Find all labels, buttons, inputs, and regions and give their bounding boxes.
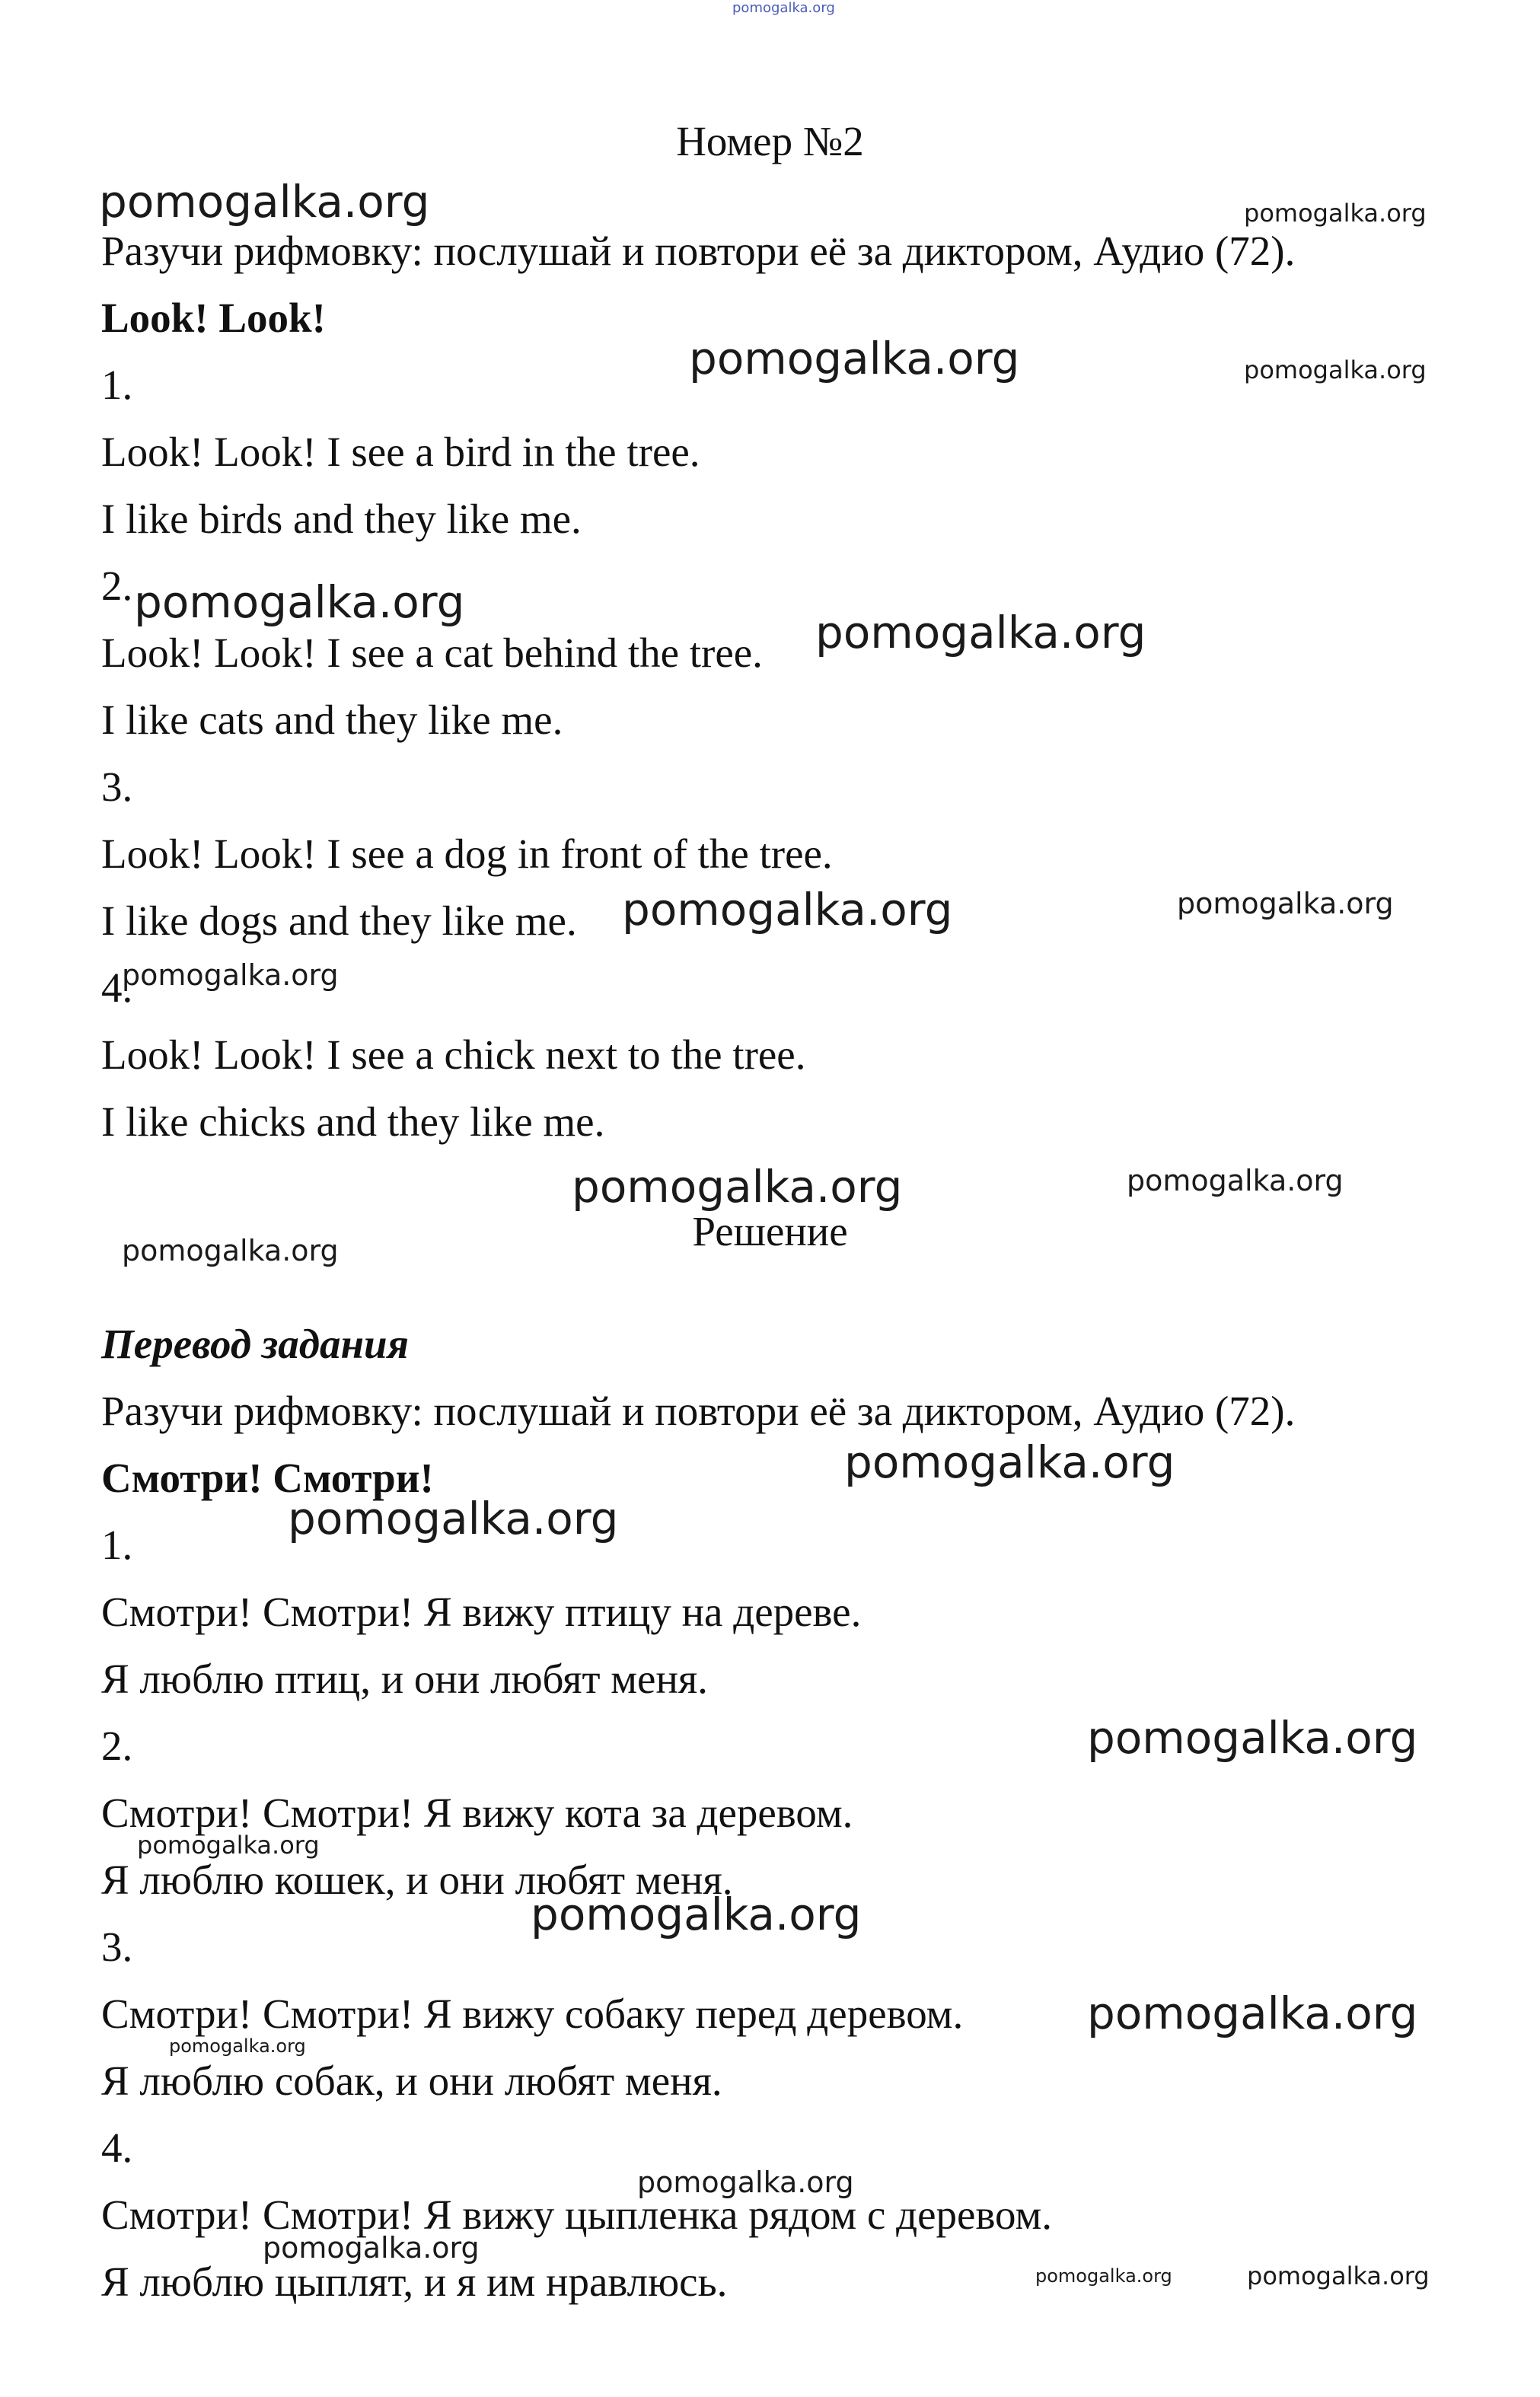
verse-line: Смотри! Смотри! Я вижу цыпленка рядом с деревом. bbox=[101, 2191, 1053, 2238]
verse-line: Смотри! Смотри! Я вижу собаку перед деревом. bbox=[101, 1991, 964, 2037]
verse-number: 2. bbox=[101, 563, 133, 609]
watermark: pomogalka.org bbox=[732, 0, 835, 16]
verse-line: I like birds and they like me. bbox=[101, 496, 582, 542]
watermark: pomogalka.org bbox=[288, 1493, 619, 1544]
verse-number: 2. bbox=[101, 1723, 133, 1769]
translation-instruction: Разучи рифмовку: послушай и повтори её за диктором, Аудио (72). bbox=[101, 1388, 1296, 1434]
verse-number: 1. bbox=[101, 362, 133, 408]
verse-line: Look! Look! I see a chick next to the tree. bbox=[101, 1031, 806, 1078]
verse-number: 4. bbox=[101, 964, 133, 1011]
watermark: pomogalka.org bbox=[844, 1436, 1175, 1488]
verse-line: Look! Look! I see a cat behind the tree. bbox=[101, 630, 763, 676]
watermark: pomogalka.org bbox=[1087, 1712, 1418, 1764]
verse-line: I like dogs and they like me. bbox=[101, 897, 577, 944]
task-instruction: Разучи рифмовку: послушай и повтори её за диктором, Аудио (72). bbox=[101, 228, 1296, 274]
watermark: pomogalka.org bbox=[815, 607, 1146, 658]
watermark: pomogalka.org bbox=[1247, 2262, 1430, 2290]
verse-line: Look! Look! I see a bird in the tree. bbox=[101, 429, 700, 475]
verse-line: Я люблю собак, и они любят меня. bbox=[101, 2058, 722, 2104]
watermark: pomogalka.org bbox=[99, 176, 430, 228]
verse-line: I like chicks and they like me. bbox=[101, 1098, 605, 1145]
verse-line: Смотри! Смотри! Я вижу птицу на дереве. bbox=[101, 1589, 862, 1635]
watermark: pomogalka.org bbox=[622, 884, 953, 936]
translation-heading: Перевод задания bbox=[101, 1321, 409, 1367]
verse-number: 1. bbox=[101, 1522, 133, 1568]
verse-number: 3. bbox=[101, 1924, 133, 1970]
watermark: pomogalka.org bbox=[1087, 1987, 1418, 2039]
watermark: pomogalka.org bbox=[1244, 355, 1427, 384]
watermark: pomogalka.org bbox=[169, 2035, 306, 2057]
watermark: pomogalka.org bbox=[1035, 2265, 1172, 2287]
watermark: pomogalka.org bbox=[1177, 887, 1394, 920]
watermark: pomogalka.org bbox=[137, 1831, 320, 1860]
verse-line: Я люблю цыплят, и я им нравлюсь. bbox=[101, 2258, 728, 2305]
verse-line: Я люблю кошек, и они любят меня. bbox=[101, 1857, 733, 1903]
watermark: pomogalka.org bbox=[263, 2231, 480, 2265]
verse-number: 4. bbox=[101, 2124, 133, 2171]
watermark: pomogalka.org bbox=[134, 576, 465, 628]
verse-line: Я люблю птиц, и они любят меня. bbox=[101, 1656, 708, 1702]
verse-line: Look! Look! I see a dog in front of the tree. bbox=[101, 830, 833, 877]
watermark: pomogalka.org bbox=[122, 1234, 339, 1267]
verse-line: Смотри! Смотри! Я вижу кота за деревом. bbox=[101, 1790, 853, 1836]
poem-title: Look! Look! bbox=[101, 295, 326, 341]
page-title: Номер №2 bbox=[676, 118, 864, 164]
watermark: pomogalka.org bbox=[1127, 1164, 1344, 1197]
solution-heading: Решение bbox=[692, 1208, 848, 1254]
watermark: pomogalka.org bbox=[531, 1889, 862, 1940]
watermark: pomogalka.org bbox=[1244, 199, 1427, 228]
watermark: pomogalka.org bbox=[572, 1161, 903, 1213]
watermark: pomogalka.org bbox=[689, 333, 1020, 384]
translation-poem-title: Смотри! Смотри! bbox=[101, 1455, 434, 1501]
watermark: pomogalka.org bbox=[122, 958, 339, 992]
verse-line: I like cats and they like me. bbox=[101, 696, 563, 743]
watermark: pomogalka.org bbox=[637, 2166, 854, 2199]
verse-number: 3. bbox=[101, 763, 133, 810]
